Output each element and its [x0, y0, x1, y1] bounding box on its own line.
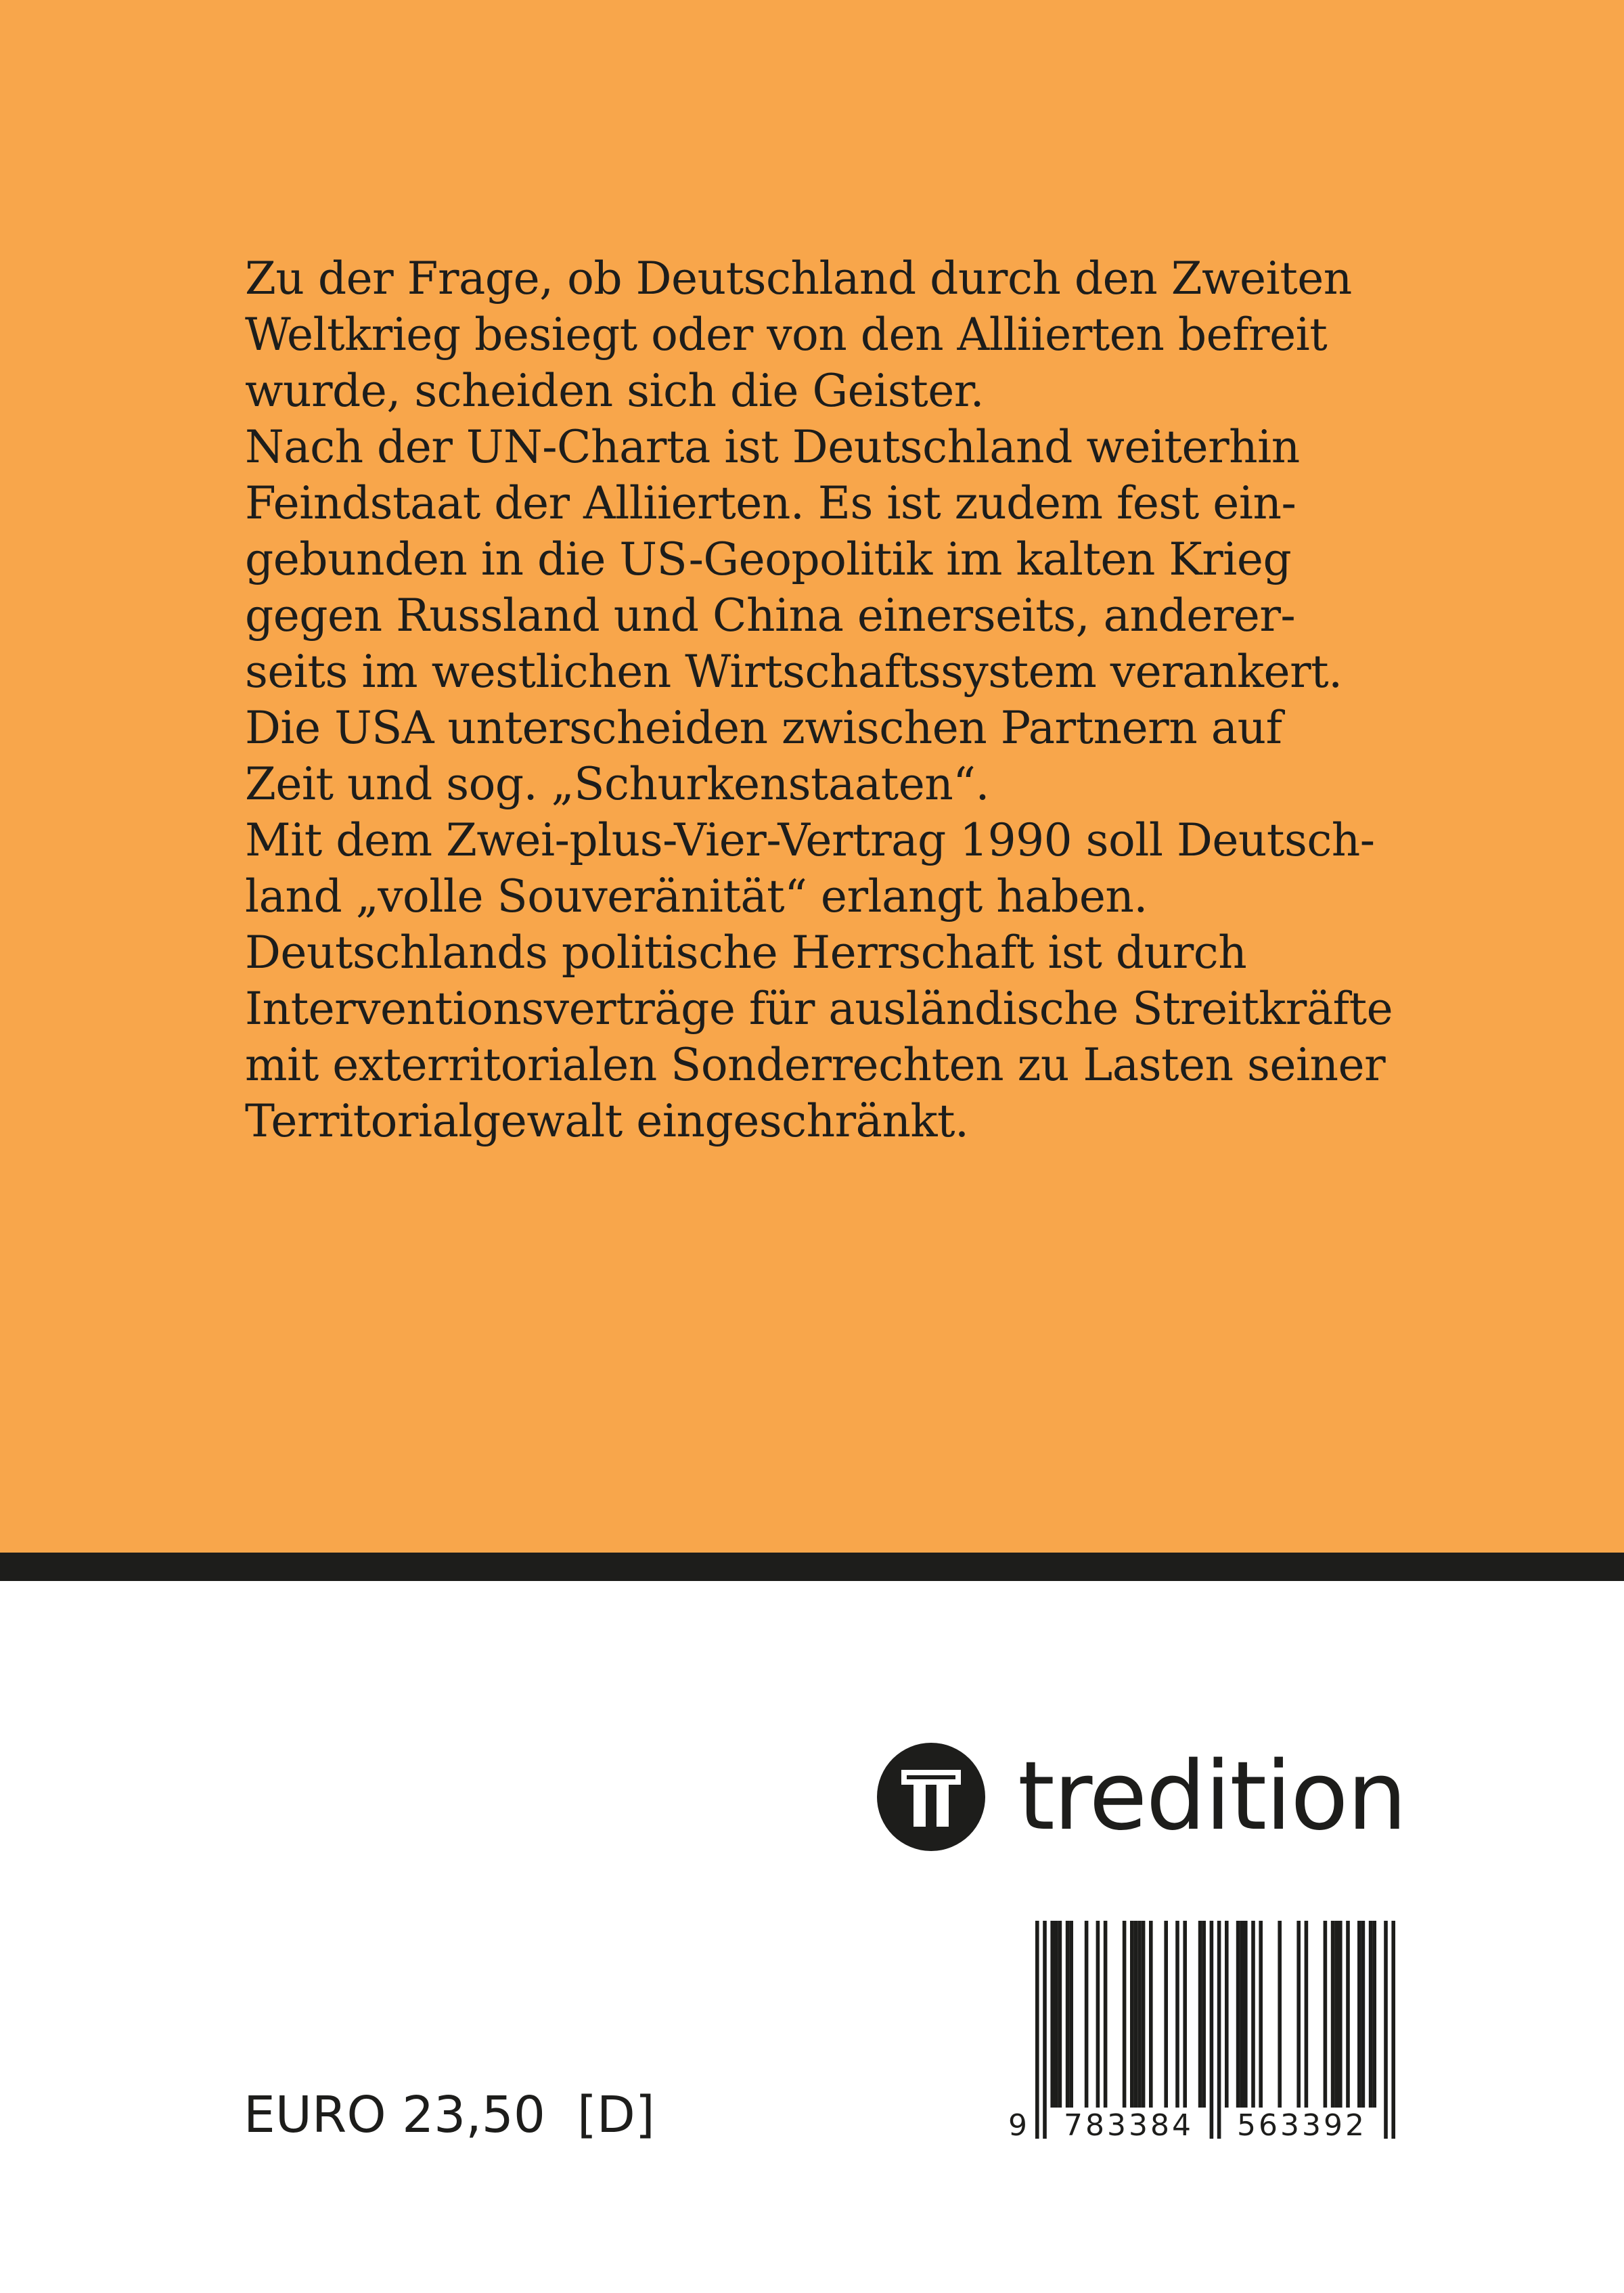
publisher-logo — [877, 1743, 1405, 1851]
barcode-bar — [1240, 1921, 1244, 2108]
barcode-bar — [1357, 1921, 1361, 2108]
barcode-bar — [1069, 1921, 1073, 2108]
barcode-bar — [1372, 1921, 1376, 2108]
tredition-logo-icon — [877, 1743, 985, 1851]
isbn-right-group: 563392 — [1237, 2108, 1367, 2143]
barcode-bar — [1043, 1921, 1047, 2139]
blurb-line: gebunden in die US-Geopolitik im kalten Krieg — [245, 533, 1292, 585]
barcode-bar — [1225, 1921, 1229, 2108]
barcode-bar — [1324, 1921, 1328, 2108]
barcode-bar — [1134, 1921, 1138, 2108]
barcode-bar — [1202, 1921, 1206, 2108]
black-divider-bar — [0, 1553, 1624, 1581]
blurb-line: land „volle Souveränität“ erlangt haben. — [245, 870, 1148, 922]
blurb-line: wurde, scheiden sich die Geister. — [245, 365, 985, 417]
barcode-bar — [1251, 1921, 1255, 2108]
blurb-line: Deutschlands politische Herrschaft ist durch — [245, 927, 1247, 979]
price-label: EURO 23,50 [D] — [244, 2086, 655, 2144]
barcode-bar — [1391, 1921, 1395, 2139]
barcode-bar — [1164, 1921, 1168, 2108]
isbn-barcode — [1008, 1921, 1407, 2151]
barcode-bar — [1183, 1921, 1187, 2108]
barcode-bar — [1096, 1921, 1100, 2108]
barcode-bar — [1066, 1921, 1070, 2108]
barcode-bar — [1244, 1921, 1248, 2108]
blurb-line: Territorialgewalt eingeschränkt. — [245, 1095, 969, 1147]
barcode-bar — [1236, 1921, 1240, 2108]
blurb-line: Weltkrieg besiegt oder von den Alliierten befreit — [245, 309, 1328, 361]
barcode-bar — [1104, 1921, 1108, 2108]
barcode-bar — [1305, 1921, 1309, 2108]
barcode-bar — [1175, 1921, 1179, 2108]
barcode-bar — [1137, 1921, 1142, 2108]
barcode-bar — [1054, 1921, 1058, 2108]
publisher-name: tredition — [1018, 1741, 1406, 1852]
blurb-line: Interventionsverträge für ausländische Streitkräfte — [245, 983, 1393, 1035]
barcode-bar — [1035, 1921, 1039, 2139]
barcode-bar — [1331, 1921, 1335, 2108]
barcode-bar — [1149, 1921, 1153, 2108]
blurb-text — [245, 250, 1395, 1149]
barcode-bar — [1278, 1921, 1282, 2108]
blurb-line: Zu der Frage, ob Deutschland durch den Zweiten — [245, 252, 1352, 305]
blurb-line: mit exterritorialen Sonderrechten zu Lasten seiner — [245, 1039, 1386, 1091]
blurb-line: seits im westlichen Wirtschaftssystem verankert. — [245, 646, 1343, 698]
blurb-line: gegen Russland und China einerseits, anderer- — [245, 589, 1296, 642]
blurb-line: Feindstaat der Alliierten. Es ist zudem fest ein- — [245, 477, 1296, 529]
barcode-bar — [1361, 1921, 1366, 2108]
barcode-bar — [1198, 1921, 1202, 2108]
barcode-bar — [1050, 1921, 1054, 2108]
barcode-bar — [1259, 1921, 1263, 2108]
barcode-bar — [1142, 1921, 1146, 2108]
blurb-line: Die USA unterscheiden zwischen Partnern auf — [245, 702, 1282, 754]
barcode-bar — [1369, 1921, 1373, 2108]
barcode-bar — [1296, 1921, 1301, 2108]
barcode-bar — [1384, 1921, 1388, 2139]
blurb-line: Zeit und sog. „Schurkenstaaten“. — [245, 758, 989, 810]
blurb-line: Mit dem Zwei-plus-Vier-Vertrag 1990 soll Deutsch- — [245, 814, 1375, 866]
barcode-bar — [1334, 1921, 1338, 2108]
blurb-line: Nach der UN-Charta ist Deutschland weiterhin — [245, 421, 1300, 473]
isbn-first-digit: 9 — [1008, 2108, 1030, 2143]
barcode-bar — [1346, 1921, 1350, 2108]
barcode-bar — [1130, 1921, 1134, 2108]
barcode-bar — [1210, 1921, 1214, 2139]
barcode-bar — [1085, 1921, 1089, 2108]
barcode-bar — [1123, 1921, 1127, 2108]
barcode-bar — [1217, 1921, 1221, 2139]
barcode-bar — [1338, 1921, 1343, 2108]
isbn-left-group: 783384 — [1064, 2108, 1194, 2143]
barcode-bar — [1058, 1921, 1062, 2108]
